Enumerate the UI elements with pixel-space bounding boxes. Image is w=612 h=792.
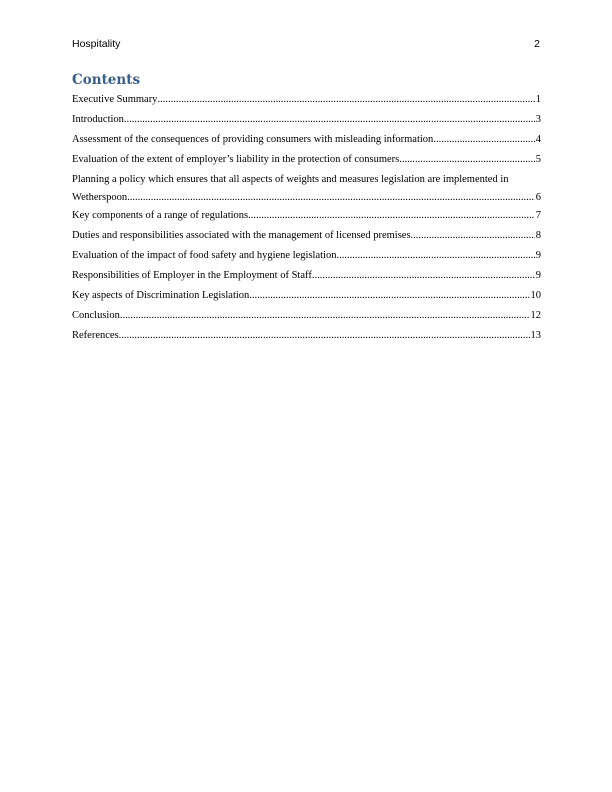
toc-entry-page: 8 xyxy=(535,230,541,241)
toc-entry-label: Introduction xyxy=(72,114,124,125)
toc-dot-leader xyxy=(411,228,535,244)
toc-entry-label-line1: Planning a policy which ensures that all aspects of weights and measures legislation are implemented in xyxy=(72,174,509,185)
toc-entry-page: 13 xyxy=(530,330,541,341)
toc-entry-page: 9 xyxy=(535,250,541,261)
toc-entry-page: 9 xyxy=(535,270,541,281)
toc-entry-food-safety[interactable] xyxy=(72,248,541,264)
toc-dot-leader xyxy=(433,132,534,148)
toc-entry-page: 4 xyxy=(535,134,541,145)
toc-entry-employment-of-staff[interactable] xyxy=(72,268,541,284)
toc-entry-label: Assessment of the consequences of providing consumers with misleading information xyxy=(72,134,434,145)
toc-entry-label: Evaluation of the impact of food safety and hygiene legislation xyxy=(72,250,337,261)
toc-entry-discrimination-legislation[interactable] xyxy=(72,288,541,304)
toc-entry-page: 12 xyxy=(530,310,541,321)
toc-dot-leader xyxy=(248,208,535,224)
toc-entry-licensed-premises[interactable] xyxy=(72,228,541,244)
toc-entry-conclusion[interactable] xyxy=(72,308,541,324)
toc-entry-page: 6 xyxy=(535,192,541,203)
toc-entry-label: Key components of a range of regulations xyxy=(72,210,249,221)
toc-dot-leader xyxy=(120,308,530,324)
toc-entry-references[interactable] xyxy=(72,328,541,344)
toc-dot-leader xyxy=(336,248,534,264)
header-title: Hospitality xyxy=(72,38,121,50)
toc-dot-leader xyxy=(157,92,534,108)
toc-entry-employer-liability[interactable] xyxy=(72,152,541,168)
toc-entry-label-line2: Wetherspoon xyxy=(72,192,128,203)
toc-dot-leader xyxy=(127,190,535,206)
toc-entry-page: 3 xyxy=(535,114,541,125)
toc-entry-label: Responsibilities of Employer in the Employment of Staff xyxy=(72,270,312,281)
toc-entry-weights-measures-policy[interactable] xyxy=(72,172,541,206)
toc-entry-misleading-information[interactable] xyxy=(72,132,541,148)
toc-dot-leader xyxy=(312,268,535,284)
toc-entry-label: Executive Summary xyxy=(72,94,158,105)
header-page-number: 2 xyxy=(534,38,540,50)
toc-entry-label: References xyxy=(72,330,119,341)
toc-entry-regulations[interactable] xyxy=(72,208,541,224)
toc-dot-leader xyxy=(124,112,535,128)
toc-entry-page: 1 xyxy=(535,94,541,105)
toc-entry-label: Evaluation of the extent of employer’s liability in the protection of consumers xyxy=(72,154,400,165)
toc-entry-page: 7 xyxy=(535,210,541,221)
toc-entry-label: Conclusion xyxy=(72,310,120,321)
toc-heading: Contents xyxy=(72,72,141,88)
toc-dot-leader xyxy=(249,288,529,304)
page-header xyxy=(72,37,540,51)
toc-dot-leader xyxy=(119,328,530,344)
toc-dot-leader xyxy=(399,152,534,168)
toc-entry-executive-summary[interactable] xyxy=(72,92,541,108)
toc-entry-label: Key aspects of Discrimination Legislation xyxy=(72,290,250,301)
toc-entry-page: 5 xyxy=(535,154,541,165)
toc-entry-introduction[interactable] xyxy=(72,112,541,128)
toc-entry-page: 10 xyxy=(530,290,541,301)
toc-entry-label: Duties and responsibilities associated with the management of licensed premises xyxy=(72,230,411,241)
